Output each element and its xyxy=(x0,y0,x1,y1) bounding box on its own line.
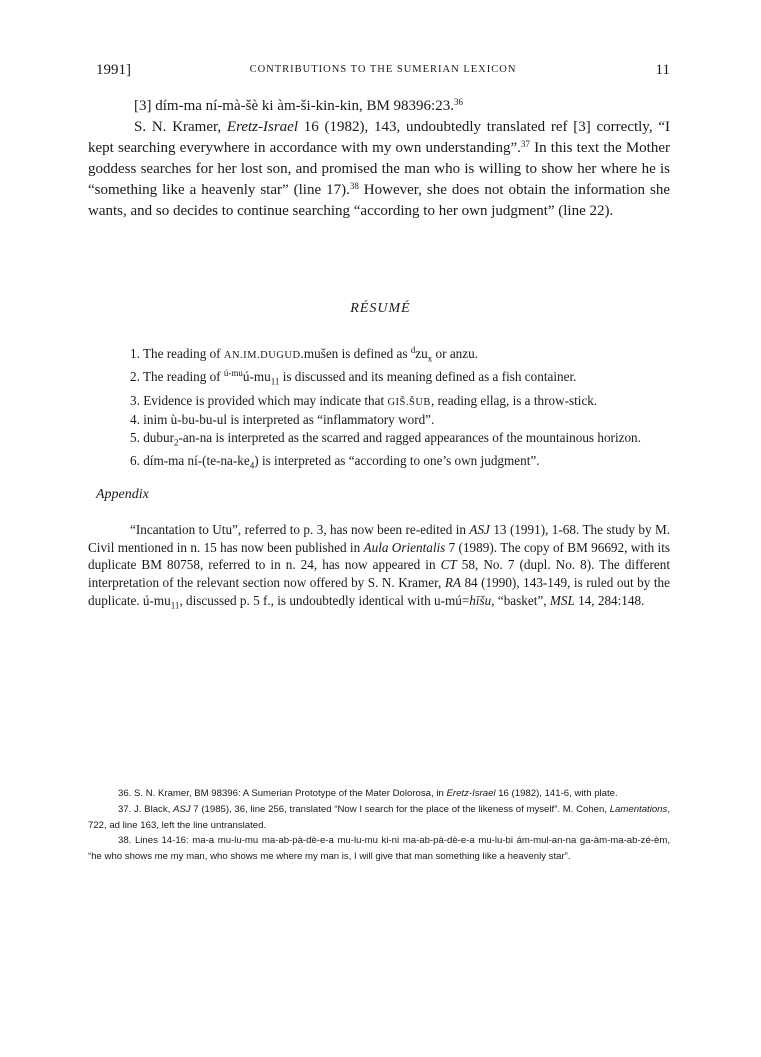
footnote-ref-37: 37 xyxy=(520,139,530,149)
footnote-37: 37. J. Black, ASJ 7 (1985), 36, line 256, translated “Now I search for the place of the likeness of myself”. M. Cohen, Lamentations, 722, ad line 163, left the line untranslated. xyxy=(88,803,670,831)
running-header xyxy=(96,62,670,80)
footnotes xyxy=(88,786,670,865)
footnote-38: 38. Lines 14-16: ma-a mu-lu-mu ma-ab-pà-dè-e-a mu-lu-mu ki-ni ma-ab-pà-dè-e-a mu-lu-bi ám-mul-an-na ga-àm-ma-ab-zé-èm, “he who shows me my man, who shows me where my man is, I will give that man something like a heavenly star”. xyxy=(88,835,670,863)
footnote-ref-38: 38 xyxy=(349,181,359,191)
body-paragraph-2: S. N. Kramer, Eretz-Israel 16 (1982), 143, undoubtedly translated ref [3] correctly, “I kept searching everywhere in accordance with my own understanding”.$^{37}$ In this text the Mother goddess searches for her lost son, and promised the man who is willing to show her where he is “something like a heavenly star” (line 17).$^{38}$ However, she does not obtain the information she wants, and so decides to continue searching “according to her own judgment” (line 22). xyxy=(88,119,671,219)
resume-title: RÉSUMÉ xyxy=(350,301,411,316)
appendix-paragraph: “Incantation to Utu”, referred to p. 3, has now been re-edited in ASJ 13 (1991), 1-68. The study by M. Civil mentioned in n. 15 has now been published in Aula Orientalis 7 (1989). The copy of BM 96692, with its duplicate BM 80758, referred to in n. 24, has now appeared in CT 58, No. 7 (dupl. No. 8). The different interpretation of the relevant section now offered by S. N. Kramer, RA 84 (1990), 143-149, is ruled out by the duplicate. $ú-mu_{11}$, discussed p. 5 f., is undoubtedly identical with u-mú=hīšu, “basket”, MSL 14, 284:148. xyxy=(88,522,670,611)
resume-item-5: 5. dubur$_2$-an-na is interpreted as the scarred and ragged appearances of the mountainous horizon. xyxy=(130,430,641,448)
resume-item-6: 6. dím-ma $ní-(te-na-ke_4)$ is interpreted as “according to one’s own judgment”. xyxy=(130,453,540,472)
resume-item-1: 1. The reading of AN.IM.DUGUD.mušen is defined as $^dzu_x$ or anzu. xyxy=(130,345,479,364)
resume-item-4: 4. inim ù-bu-bu-ul is interpreted as “inflammatory word”. xyxy=(130,412,435,428)
footnote-ref-36: 36 xyxy=(453,97,463,107)
header-year: 1991] xyxy=(96,62,131,78)
body-paragraph-1: [3] dím-ma ní-mà-šè ki àm-ši-kin-kin, BM 98396:23.36 xyxy=(134,97,463,114)
body-text xyxy=(88,96,670,222)
page-number: 11 xyxy=(655,62,670,78)
resume-item-2: 2. The reading of $^{ú-mu}ú-mu_{11}$ is discussed and its meaning defined as a fish container. xyxy=(130,368,577,387)
footnote-36: 36. S. N. Kramer, BM 98396: A Sumerian Prototype of the Mater Dolorosa, in Eretz-Israel 16 (1982), 141-6, with plate. xyxy=(118,788,618,799)
appendix-text xyxy=(88,521,670,615)
resume-list xyxy=(88,345,670,476)
appendix-title: Appendix xyxy=(96,487,149,502)
resume-item-3: 3. Evidence is provided which may indicate that GIŠ.ŠUB, reading ellag, is a throw-stick. xyxy=(130,392,598,408)
running-title: CONTRIBUTIONS TO THE SUMERIAN LEXICON xyxy=(249,64,517,75)
